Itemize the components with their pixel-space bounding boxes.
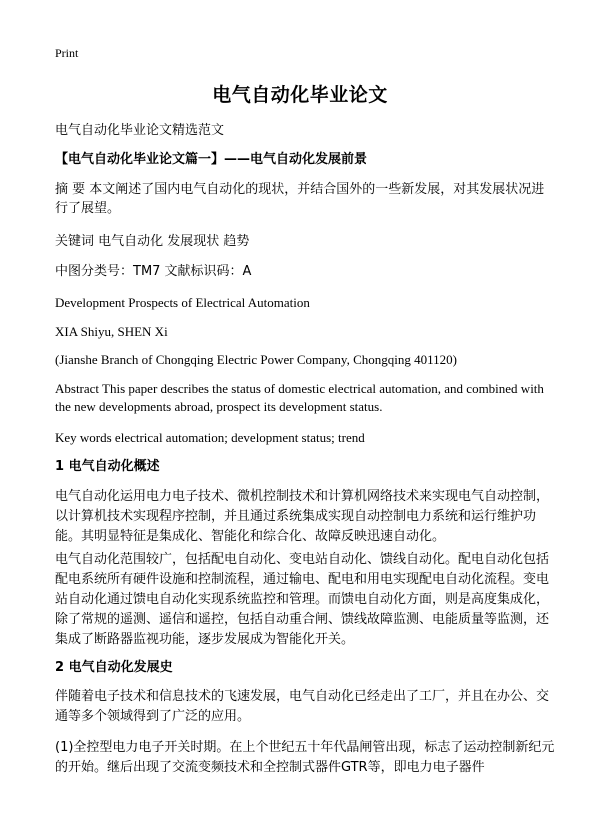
english-keywords: Key words electrical automation; development status; trend	[55, 430, 365, 445]
english-authors: XIA Shiyu, SHEN Xi	[55, 324, 168, 339]
section-2-paragraph-2: (1)全控型电力电子开关时期。在上个世纪五十年代晶闸管出现，标志了运动控制新纪元的开始。继后出现了交流变频技术和全控制式器件GTR等，即电力电子器件	[55, 740, 555, 775]
english-title: Development Prospects of Electrical Automation	[55, 295, 310, 310]
classification-number: 中图分类号：TM7 文献标识码：A	[55, 264, 252, 279]
english-abstract: Abstract This paper describes the status of domestic electrical automation, and combined with the new developments abroad, prospect its development status.	[55, 381, 544, 414]
document-title: 电气自动化毕业论文	[212, 84, 388, 106]
section-2-paragraph-1: 伴随着电子技术和信息技术的飞速发展，电气自动化已经走出了工厂，并且在办公、交通等多个领域得到了广泛的应用。	[55, 689, 550, 724]
english-affiliation: (Jianshe Branch of Chongqing Electric Power Company, Chongqing 401120)	[55, 352, 457, 367]
section-1-paragraph-2: 电气自动化范围较广，包括配电自动化、变电站自动化、馈线自动化。配电自动化包括配电系统所有硬件设施和控制流程，通过输电、配电和用电实现配电自动化流程。变电站自动化通过馈电自动化实现系统监控和管理。而馈电自动化方面，则是高度集成化，除了常规的遥测、遥信和遥控，包括自动重合闸、馈线故障监测、电能质量等监测，还集成了断路器监视功能，逐步发展成为智能化开关。	[55, 552, 550, 647]
document-subtitle: 电气自动化毕业论文精选范文	[55, 123, 225, 138]
section-2-heading: 2 电气自动化发展史	[55, 660, 173, 675]
section-1-paragraph-1: 电气自动化运用电力电子技术、微机控制技术和计算机网络技术来实现电气自动控制，以计算机技术实现程序控制，并且通过系统集成实现自动控制电力系统和运行维护功能。其明显特征是集成化、智能化和综合化、故障反映迅速自动化。	[55, 489, 550, 544]
section-1-heading: 1 电气自动化概述	[55, 459, 160, 474]
article-heading: 【电气自动化毕业论文篇一】——电气自动化发展前景	[55, 152, 368, 167]
print-link[interactable]: Print	[55, 46, 79, 60]
keywords-chinese: 关键词 电气自动化 发展现状 趋势	[55, 234, 250, 249]
abstract-chinese: 摘 要 本文阐述了国内电气自动化的现状，并结合国外的一些新发展，对其发展状况进行了展望。	[55, 182, 545, 216]
